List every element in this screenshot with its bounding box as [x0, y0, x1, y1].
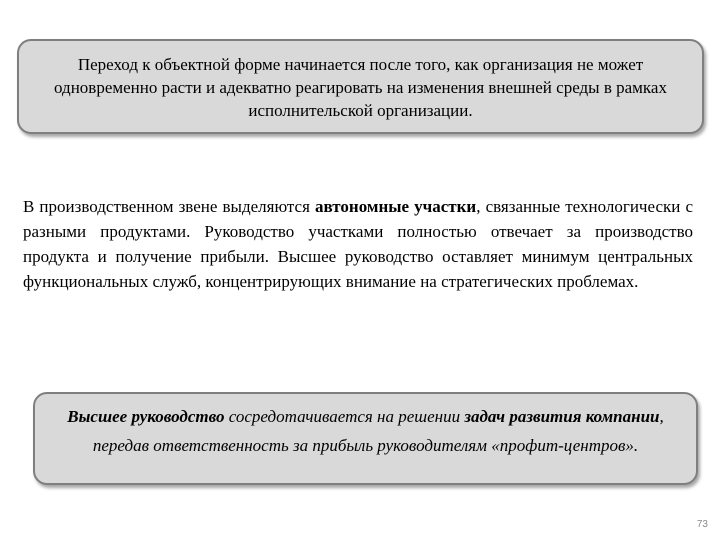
- page-number: 73: [696, 519, 708, 530]
- top-callout-box: [17, 39, 704, 134]
- bottom-callout-emphasis-leadership: Высшее руководство: [67, 407, 225, 426]
- paragraph-emphasis: автономные участки: [315, 197, 477, 216]
- top-callout-text: Переход к объектной форме начинается после того, как организация не может одновременно расти и адекватно реагировать на изменения внешней среды в рамках исполнительской организации.: [54, 55, 667, 120]
- paragraph-text-start: В производственном звене выделяются: [23, 197, 316, 216]
- bottom-callout-text-2: , передав ответственность за прибыль руководителям «профит-центров».: [92, 407, 664, 455]
- body-paragraph: [23, 194, 693, 294]
- bottom-callout-box: [33, 392, 698, 485]
- bottom-callout-text-1: сосредотачивается на решении: [224, 407, 465, 426]
- bottom-callout-emphasis-goals: задач развития компании: [464, 407, 660, 426]
- paragraph-text-end: , связанные технологически с разными продуктами. Руководство участками полностью отвечает за производство продукта и получение прибыли. Высшее руководство оставляет минимум центральных функциональных служб, концентрирующих внимание на стратегических проблемах.: [23, 197, 693, 291]
